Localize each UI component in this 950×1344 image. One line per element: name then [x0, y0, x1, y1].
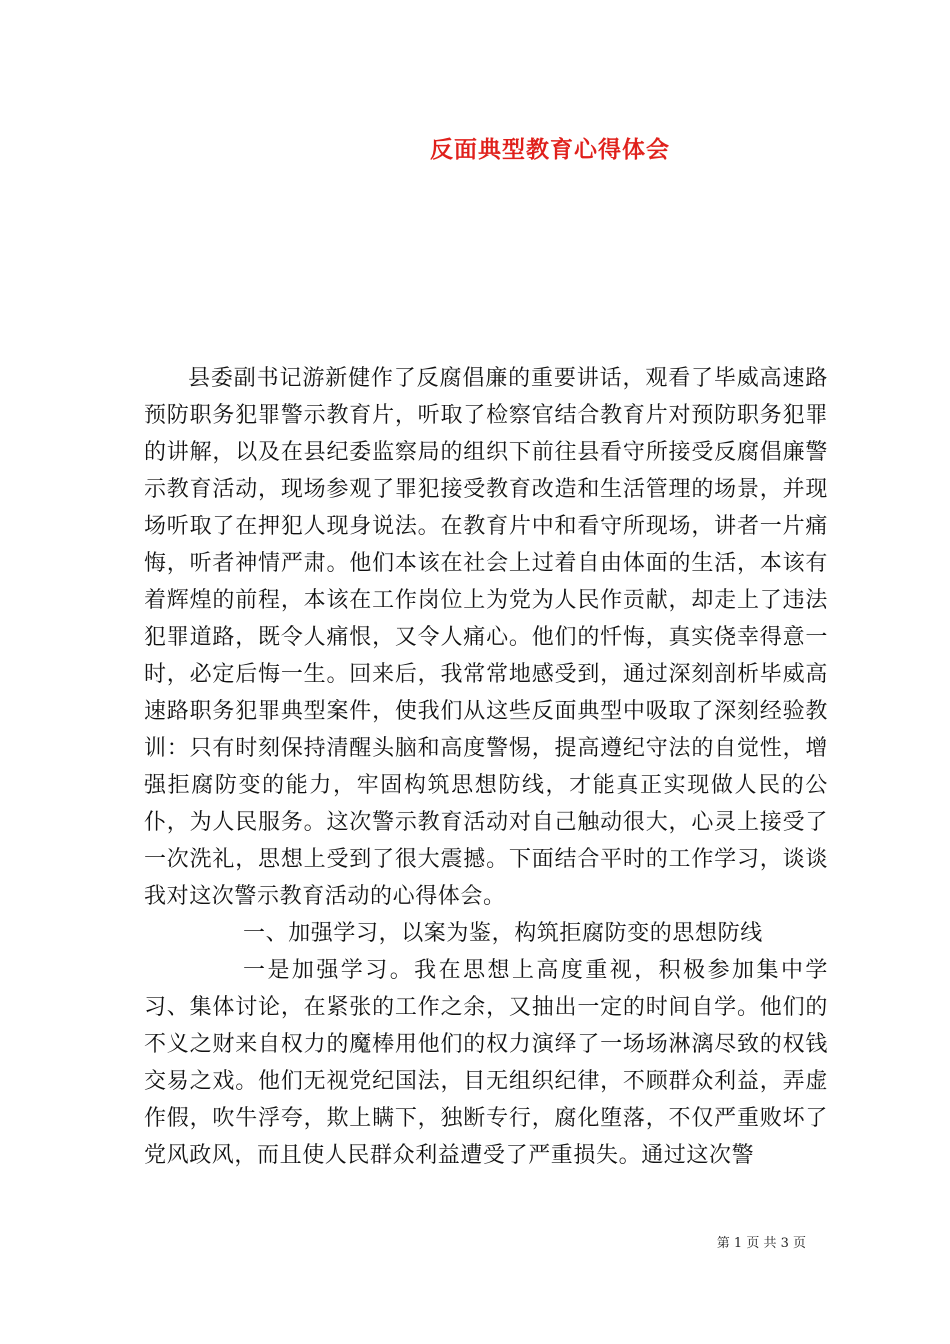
section-paragraph: 一是加强学习。我在思想上高度重视，积极参加集中学习、集体讨论，在紧张的工作之余，又抽出一定的时间自学。他们的不义之财来自权力的魔棒用他们的权力演绎了一场场淋漓尽致的权钱交易之戏。他们无视党纪国法，目无组织纪律，不顾群众利益，弄虚作假，吹牛浮夸，欺上瞒下，独断专行，腐化堕落，不仅严重败坏了党风政风，而且使人民群众利益遭受了严重损失。通过这次警 [144, 958, 828, 1168]
document-body [144, 360, 828, 1174]
section-heading: 一、加强学习，以案为鉴，构筑拒腐防变的思想防线 [243, 921, 763, 946]
document-title: 反面典型教育心得体会 [430, 136, 670, 163]
page-number: 第 1 页 共 3 页 [716, 1236, 806, 1251]
intro-paragraph: 县委副书记游新健作了反腐倡廉的重要讲话，观看了毕威高速路预防职务犯罪警示教育片，听取了检察官结合教育片对预防职务犯罪的讲解，以及在县纪委监察局的组织下前往县看守所接受反腐倡廉警示教育活动，现场参观了罪犯接受教育改造和生活管理的场景，并现场听取了在押犯人现身说法。在教育片中和看守所现场，讲者一片痛悔，听者神情严肃。他们本该在社会上过着自由体面的生活，本该有着辉煌的前程，本该在工作岗位上为党为人民作贡献，却走上了违法犯罪道路，既令人痛恨，又令人痛心。他们的忏悔，真实侥幸得意一时，必定后悔一生。回来后，我常常地感受到，通过深刻剖析毕威高速路职务犯罪典型案件，使我们从这些反面典型中吸取了深刻经验教训：只有时刻保持清醒头脑和高度警惕，提高遵纪守法的自觉性，增强拒腐防变的能力，牢固构筑思想防线，才能真正实现做人民的公仆，为人民服务。这次警示教育活动对自己触动很大，心灵上接受了一次洗礼，思想上受到了很大震撼。下面结合平时的工作学习，谈谈我对这次警示教育活动的心得体会。 [144, 366, 828, 909]
